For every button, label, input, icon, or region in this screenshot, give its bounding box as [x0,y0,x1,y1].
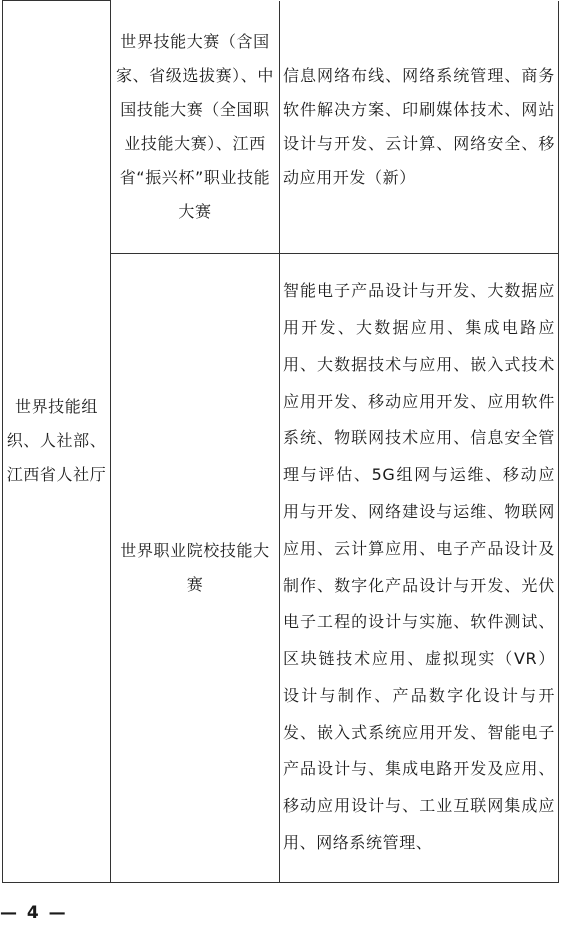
fields-cell: 智能电子产品设计与开发、大数据应用开发、大数据应用、集成电路应用、大数据技术与应用、嵌入式技术应用开发、移动应用开发、应用软件系统、物联网技术应用、信息安全管理与评估、5G组网与运维、移动应用与开发、网络建设与运维、物联网应用、云计算应用、电子产品设计及制作、数字化产品设计与开发、光伏电子工程的设计与实施、软件测试、区块链技术应用、虚拟现实（VR）设计与制作、产品数字化设计与开发、嵌入式系统应用开发、智能电子产品设计与、集成电路开发及应用、移动应用设计与、工业互联网集成应用、网络系统管理、 [280,253,559,882]
competition-cell: 世界职业院校技能大赛 [111,253,280,882]
table-row [3,1,559,254]
organizer-cell: 世界技能组织、人社部、江西省人社厅 [3,1,111,883]
competition-cell: 世界技能大赛（含国家、省级选拔赛）、中国技能大赛（全国职业技能大赛）、江西省“振兴杯”职业技能大赛 [111,1,280,254]
fields-cell: 信息网络布线、网络系统管理、商务软件解决方案、印刷媒体技术、网站设计与开发、云计算、网络安全、移动应用开发（新） [280,1,559,254]
page-number: — 4 — [0,903,68,923]
competition-table [2,0,559,883]
